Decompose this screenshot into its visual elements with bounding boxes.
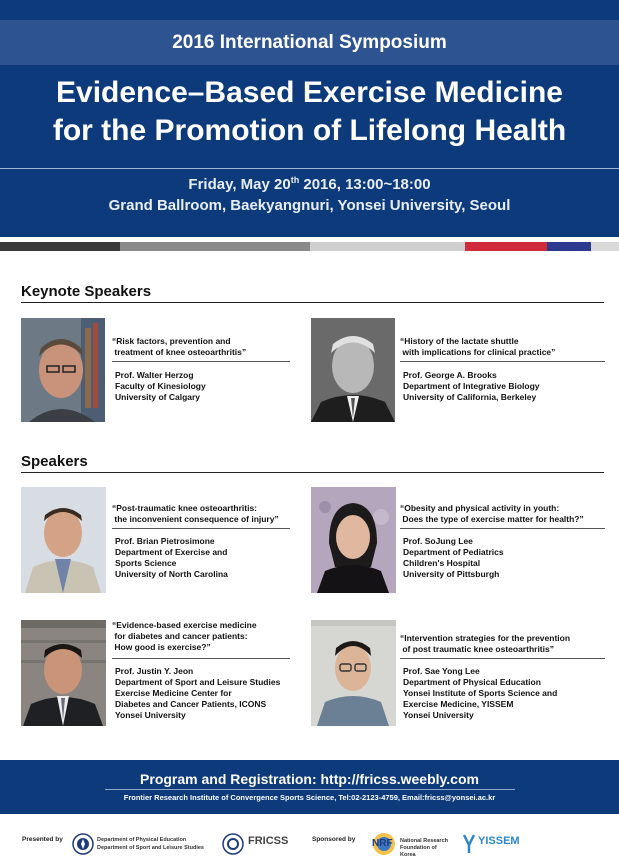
nrf-logo: NRF	[372, 838, 393, 849]
talk-rule	[400, 658, 605, 659]
speaker-affiliation: University of Pittsburgh	[403, 569, 500, 579]
contact-info: Frontier Research Institute of Convergence Sports Science, Tel:02-2123-4759, Email:fricss@yonsei.ac.kr	[123, 793, 496, 802]
stripe-segment	[310, 242, 465, 251]
stripe-segment	[465, 242, 547, 251]
talk-title: “Intervention strategies for the prevention of post traumatic knee osteoarthritis”	[400, 633, 571, 654]
talk-rule	[112, 361, 290, 362]
stripe-segment	[0, 242, 120, 251]
speaker-affiliation: Exercise Medicine Center for	[115, 688, 232, 698]
yissem-logo: YISSEM	[478, 835, 520, 847]
speaker-photo	[311, 487, 396, 593]
yonsei-emblem-icon	[72, 833, 94, 860]
speaker-name: Prof. George A. Brooks	[403, 370, 497, 380]
speaker-info	[115, 370, 206, 403]
speaker-name: Prof. Justin Y. Jeon	[115, 666, 194, 676]
speaker-affiliation: Department of Sport and Leisure Studies	[115, 677, 281, 687]
speaker-affiliation: Department of Integrative Biology	[403, 381, 540, 391]
speaker-affiliation: Department of Pediatrics	[403, 547, 504, 557]
stripe-segment	[591, 242, 619, 251]
title-line-1: Evidence–Based Exercise Medicine	[56, 76, 563, 109]
talk-rule	[112, 658, 290, 659]
keynote-rule	[21, 302, 604, 303]
speakers-rule	[21, 472, 604, 473]
talk-title: “History of the lactate shuttle with implications for clinical practice”	[400, 336, 556, 357]
dept-sport-leisure: Department of Sport and Leisure Studies	[97, 845, 204, 851]
speaker-photo	[311, 620, 396, 726]
speaker-affiliation: Faculty of Kinesiology	[115, 381, 206, 391]
yissem-icon	[462, 833, 476, 860]
stripe-segment	[120, 242, 310, 251]
header-top-strip	[0, 0, 619, 20]
speaker-name: Prof. Sae Yong Lee	[403, 666, 480, 676]
speaker-name: Prof. SoJung Lee	[403, 536, 473, 546]
speaker-name: Prof. Walter Herzog	[115, 370, 194, 380]
speaker-photo	[21, 487, 106, 593]
speaker-info	[403, 666, 557, 721]
header-divider	[0, 168, 619, 169]
speaker-photo	[21, 318, 105, 422]
speaker-affiliation: Yonsei University	[403, 710, 474, 720]
speaker-affiliation: University of Calgary	[115, 392, 201, 402]
speaker-info	[115, 666, 280, 721]
dept-physical-education: Department of Physical Education	[97, 837, 187, 843]
speaker-info	[403, 370, 540, 403]
talk-rule	[400, 361, 605, 362]
speakers-heading: Speakers	[21, 453, 88, 470]
event-venue: Grand Ballroom, Baekyangnuri, Yonsei University, Seoul	[108, 197, 511, 214]
color-stripe	[0, 242, 619, 251]
event-date: Friday, May 20th 2016, 13:00~18:00	[188, 175, 431, 193]
footer-band	[0, 760, 619, 814]
speaker-affiliation: University of North Carolina	[115, 569, 228, 579]
symposium-label: 2016 International Symposium	[0, 20, 619, 65]
speaker-affiliation: Children's Hospital	[403, 558, 481, 568]
keynote-heading: Keynote Speakers	[21, 283, 152, 300]
speaker-affiliation: Yonsei University	[115, 710, 186, 720]
talk-title: “Post-traumatic knee osteoarthritis: the inconvenient consequence of injury”	[112, 503, 279, 524]
talk-title: “Risk factors, prevention and treatment of knee osteoarthritis”	[112, 336, 247, 357]
speaker-affiliation: Department of Exercise and	[115, 547, 228, 557]
speaker-info	[115, 536, 228, 580]
program-registration-link[interactable]: Program and Registration: http://fricss.weebly.com	[140, 771, 479, 787]
speaker-affiliation: Department of Physical Education	[403, 677, 541, 687]
logos-row	[0, 828, 619, 866]
stripe-segment	[547, 242, 591, 251]
speaker-photo	[311, 318, 395, 422]
sponsored-by-label: Sponsored by	[312, 836, 356, 843]
talk-rule	[400, 528, 605, 529]
speaker-info	[403, 536, 504, 580]
talk-title: “Obesity and physical activity in youth: Does the type of exercise matter for health?”	[400, 503, 584, 524]
fricss-logo: FRICSS	[248, 835, 289, 847]
speaker-photo	[21, 620, 106, 726]
fricss-emblem-icon	[222, 833, 244, 860]
talk-rule	[112, 528, 290, 529]
presented-by-label: Presented by	[22, 836, 63, 843]
speaker-affiliation: Exercise Medicine, YISSEM	[403, 699, 514, 709]
speaker-affiliation: Sports Science	[115, 558, 177, 568]
speaker-affiliation: Diabetes and Cancer Patients, ICONS	[115, 699, 267, 709]
footer-divider	[105, 789, 515, 790]
talk-title: “Evidence-based exercise medicine for diabetes and cancer patients: How good is exercise?”	[112, 620, 257, 652]
main-title	[0, 74, 619, 150]
title-line-2: for the Promotion of Lifelong Health	[52, 114, 567, 147]
speaker-affiliation: University of California, Berkeley	[403, 392, 537, 402]
speaker-affiliation: Yonsei Institute of Sports Science and	[403, 688, 558, 698]
nrf-description: National Research Foundation of Korea	[400, 838, 448, 858]
speaker-name: Prof. Brian Pietrosimone	[115, 536, 215, 546]
